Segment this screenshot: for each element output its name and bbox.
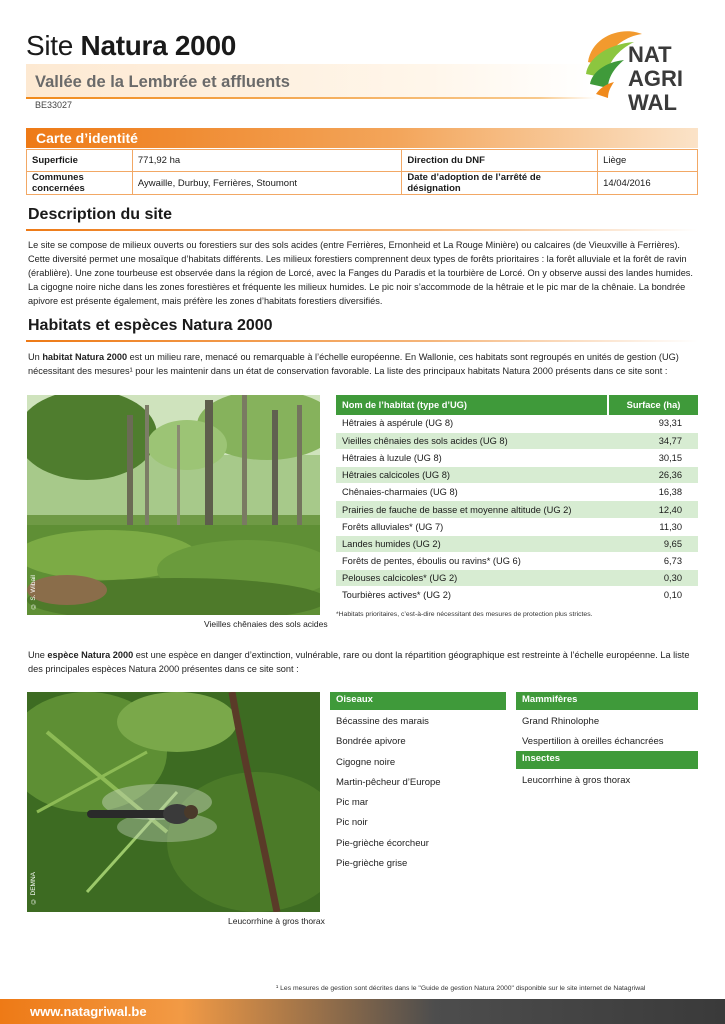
dragonfly-photo-credit: © DEMNA — [30, 872, 37, 905]
mammals-list — [516, 692, 698, 789]
habitat-name: Pelouses calcicoles* (UG 2) — [336, 570, 608, 587]
logo-text-agri: AGRI — [628, 66, 683, 91]
habitat-name: Hêtraies à aspérule (UG 8) — [336, 415, 608, 432]
birds-heading: Oiseaux — [330, 692, 506, 710]
list-item: Martin-pêcheur d’Europe — [336, 776, 441, 788]
forest-photo-caption: Vieilles chênaies des sols acides — [204, 619, 328, 629]
habitat-name: Hêtraies calcicoles (UG 8) — [336, 467, 608, 484]
habitat-name: Forêts de pentes, éboulis ou ravins* (UG 6) — [336, 553, 608, 570]
identity-label: Communes concernées — [27, 172, 133, 195]
birds-list — [330, 692, 506, 872]
identity-value: Aywaille, Durbuy, Ferrières, Stoumont — [132, 172, 401, 195]
habitat-area: 30,15 — [608, 449, 698, 466]
list-item: Grand Rhinolophe — [522, 716, 600, 727]
habitat-name: Forêts alluviales* (UG 7) — [336, 518, 608, 535]
habitat-area: 16,38 — [608, 484, 698, 501]
identity-label: Superficie — [27, 150, 133, 172]
habitat-area: 12,40 — [608, 501, 698, 518]
species-intro: Une espèce Natura 2000 est une espèce en danger d’extinction, vulnérable, rare ou dont la répartition géographique est restreinte à l’échelle européenne. La liste des principales espèces Natura 2000 présentes dans ce site sont : — [28, 650, 690, 674]
table-row — [336, 467, 698, 484]
table-row — [336, 415, 698, 432]
dragonfly-photo-caption: Leucorrhine à gros thorax — [228, 916, 325, 926]
identity-label: Direction du DNF — [402, 150, 598, 172]
identity-label: Date d’adoption de l’arrêté de désignation — [402, 172, 598, 195]
table-row — [336, 587, 698, 604]
site-code: BE33027 — [35, 100, 73, 110]
habitat-area: 93,31 — [608, 415, 698, 432]
habitats-intro: Un habitat Natura 2000 est un milieu rare, menacé ou remarquable à l’échelle européenne. En Wallonie, ces habitats sont regroupés en unités de gestion (UG) nécessitant des mesures¹ pour les maintenir dans un état de conservation favorable. La liste des principaux habitats Natura 2000 présents dans ce site sont : — [28, 352, 679, 376]
identity-value: 14/04/2016 — [598, 172, 698, 195]
site-name-underline — [26, 97, 596, 99]
page-title: Site Natura 2000 — [26, 30, 236, 61]
habitat-name: Prairies de fauche de basse et moyenne altitude (UG 2) — [336, 501, 608, 518]
website-link[interactable]: www.natagriwal.be — [30, 1004, 147, 1019]
list-item: Cigogne noire — [336, 756, 396, 768]
forest-photo — [27, 395, 320, 615]
logo-text-wal: WAL — [628, 90, 677, 115]
identity-value: Liège — [598, 150, 698, 172]
list-item: Pie-grièche grise — [336, 858, 408, 870]
habitat-area: 11,30 — [608, 518, 698, 535]
site-name: Vallée de la Lembrée et affluents — [35, 73, 290, 91]
identity-heading: Carte d’identité — [36, 130, 138, 146]
identity-table — [26, 149, 698, 195]
insects-heading: Insectes — [516, 751, 698, 769]
list-item: Pic noir — [336, 817, 368, 829]
list-item: Pie-grièche écorcheur — [336, 837, 429, 849]
identity-heading-band — [26, 128, 698, 148]
table-row — [336, 535, 698, 552]
table-row — [336, 501, 698, 518]
habitats-footnote: *Habitats prioritaires, c’est-à-dire nécessitant des mesures de protection plus strictes. — [336, 611, 593, 618]
habitat-name: Chênaies-charmaies (UG 8) — [336, 484, 608, 501]
list-item: Vespertilion à oreilles échancrées — [522, 736, 664, 748]
logo-text-nat: NAT — [628, 42, 672, 67]
list-item: Bondrée apivore — [336, 736, 406, 748]
footer-footnote: ¹ Les mesures de gestion sont décrites dans le "Guide de gestion Natura 2000" disponible sur le site internet de Natagriwal — [276, 985, 646, 992]
habitat-area: 34,77 — [608, 432, 698, 449]
habitats-heading-line — [26, 340, 698, 342]
table-row — [336, 484, 698, 501]
list-item: Pic mar — [336, 797, 369, 809]
footer-bar — [0, 999, 725, 1024]
table-row — [336, 449, 698, 466]
list-item: Leucorrhine à gros thorax — [522, 774, 631, 786]
habitat-area: 6,73 — [608, 553, 698, 570]
table-row — [336, 553, 698, 570]
habitat-area: 0,10 — [608, 587, 698, 604]
table-row — [336, 518, 698, 535]
identity-value: 771,92 ha — [132, 150, 401, 172]
forest-photo-credit: © S. Wibail — [30, 575, 37, 610]
table-row — [336, 432, 698, 449]
list-item: Bécassine des marais — [336, 716, 429, 727]
description-heading-line — [26, 229, 698, 231]
table-row — [336, 570, 698, 587]
mammals-heading: Mammifères — [516, 692, 698, 710]
habitats-table-header — [336, 395, 698, 415]
habitat-name: Tourbières actives* (UG 2) — [336, 587, 608, 604]
dragonfly-photo — [27, 692, 320, 912]
habitat-area: 0,30 — [608, 570, 698, 587]
identity-row — [27, 150, 698, 172]
description-heading: Description du site — [28, 206, 173, 223]
habitat-area: 9,65 — [608, 535, 698, 552]
natagriwal-logo — [578, 22, 706, 120]
habitat-name: Landes humides (UG 2) — [336, 535, 608, 552]
habitat-name-header: Nom de l’habitat (type d’UG) — [336, 395, 608, 415]
habitats-heading: Habitats et espèces Natura 2000 — [28, 317, 273, 334]
habitat-name: Vieilles chênaies des sols acides (UG 8) — [336, 432, 608, 449]
habitat-area: 26,36 — [608, 467, 698, 484]
identity-row — [27, 172, 698, 195]
habitat-area-header: Surface (ha) — [608, 395, 698, 415]
habitats-table — [336, 395, 698, 605]
habitat-name: Hêtraies à luzule (UG 8) — [336, 449, 608, 466]
description-text: Le site se compose de milieux ouverts ou forestiers sur des sols acides (entre Ferrières, Ernonheid et La Rouge Minière) ou calcaires (de Vieuxville à Ferrières). Cette diversité permet une mosaïque d’habitats différents. Les milieux forestiers comprennent deux types de forêts prioritaires : la forêt alluviale et la forêt de ravin (érablière). Une zone tourbeuse est observée dans la région de Lorcé, avec la Fanges du Paradis et la tourbière de Lorcé. On y observe aussi des landes humides. La cigogne noire niche dans les zones forestières et fréquente les milieux humides. Le pic noir s’accommode de la hêtraie et le pic mar de la chênaie. La bondrée apivore est présente également, mais préfère les zones d’habitats forestiers diversifiés. — [28, 240, 693, 306]
